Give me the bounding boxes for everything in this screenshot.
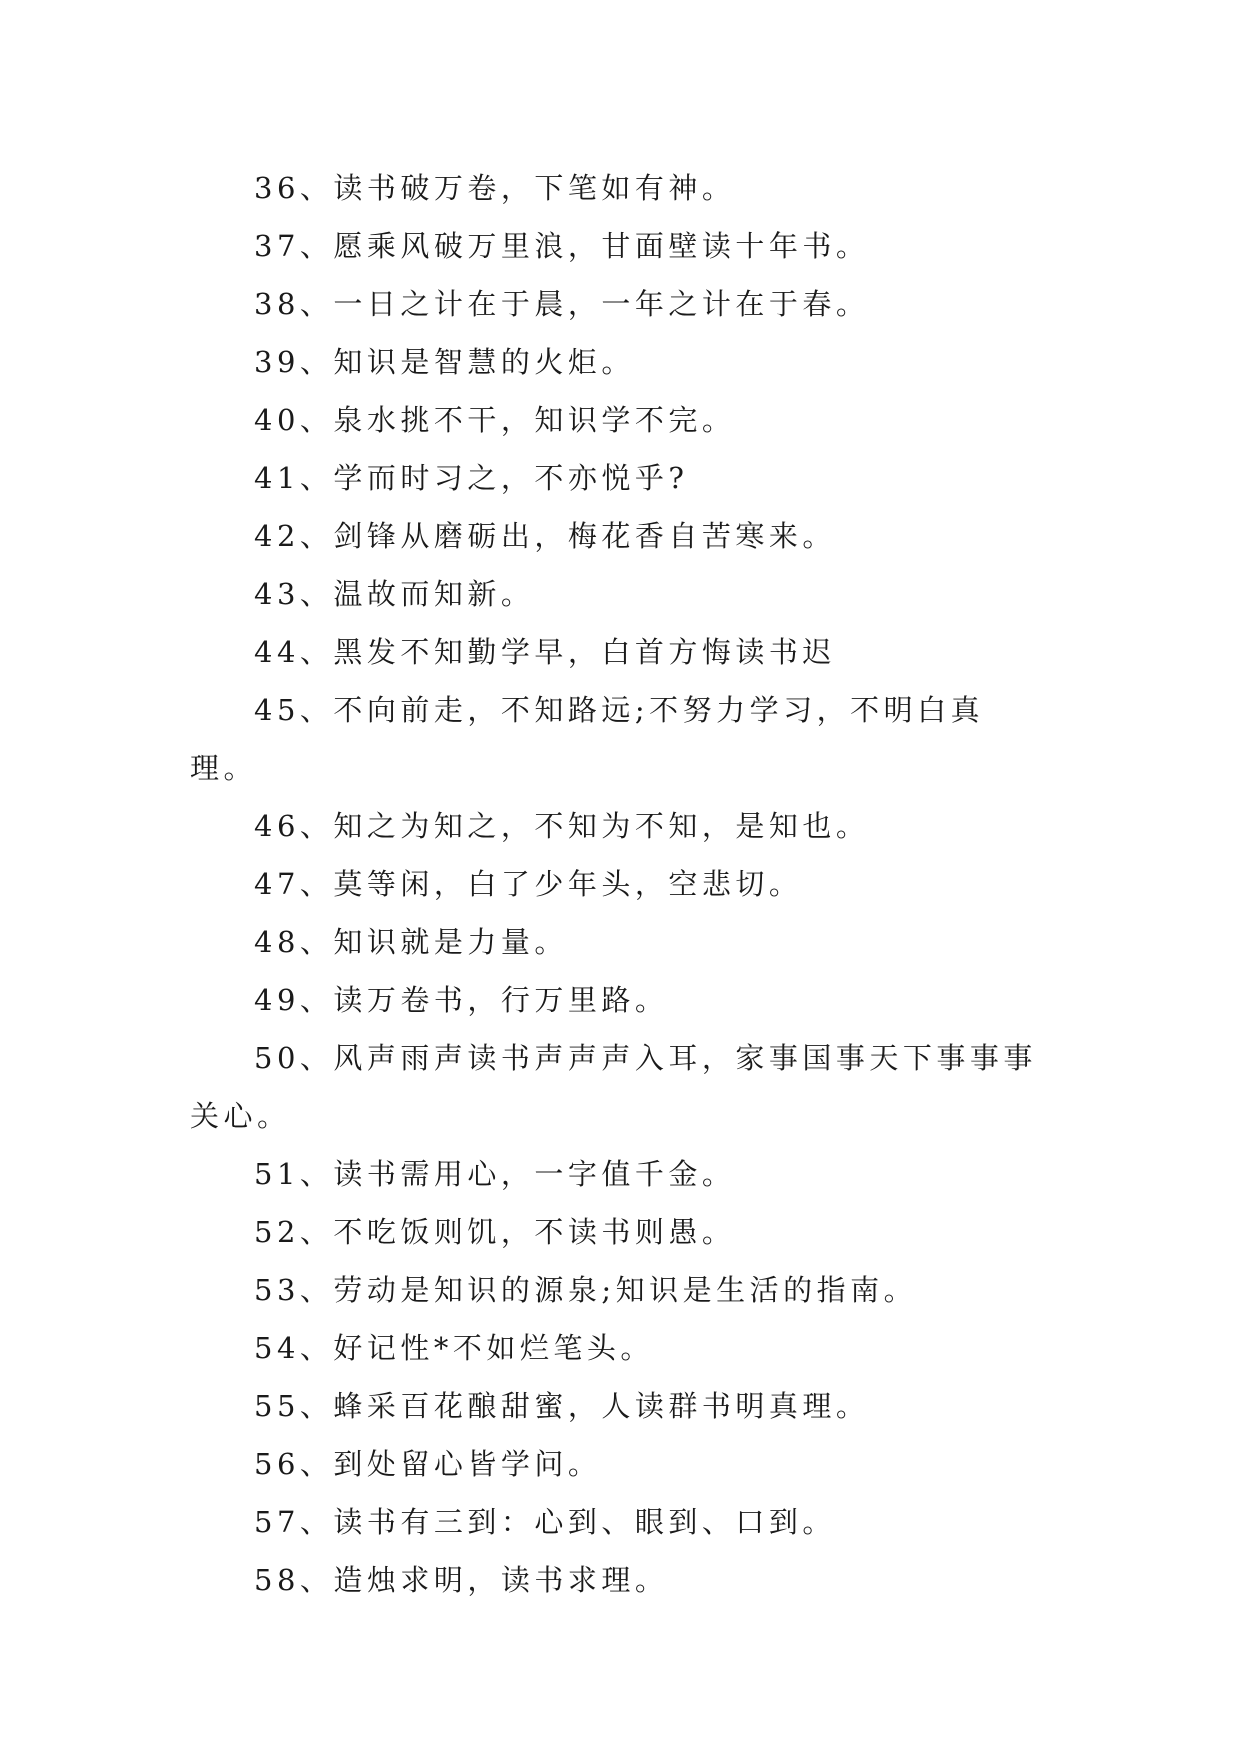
list-item: 57、读书有三到：心到、眼到、口到。: [254, 1505, 836, 1539]
list-item: 58、造烛求明，读书求理。: [254, 1563, 669, 1597]
list-item: 36、读书破万卷，下笔如有神。: [254, 171, 736, 205]
list-item: 47、莫等闲，白了少年头，空悲切。: [254, 867, 803, 901]
list-item: 53、劳动是知识的源泉;知识是生活的指南。: [254, 1273, 918, 1307]
list-item: 51、读书需用心，一字值千金。: [254, 1157, 736, 1191]
quote-list: [190, 159, 1050, 1609]
list-item: 37、愿乘风破万里浪，甘面壁读十年书。: [254, 229, 870, 263]
list-item: 41、学而时习之，不亦悦乎?: [254, 461, 689, 495]
list-item: 55、蜂采百花酿甜蜜，人读群书明真理。: [254, 1389, 870, 1423]
list-item: 54、好记性*不如烂笔头。: [254, 1331, 654, 1365]
list-item: 49、读万卷书，行万里路。: [254, 983, 669, 1017]
list-item: 52、不吃饭则饥，不读书则愚。: [254, 1215, 736, 1249]
list-item: 38、一日之计在于晨，一年之计在于春。: [254, 287, 870, 321]
list-item: 46、知之为知之，不知为不知，是知也。: [254, 809, 870, 843]
list-item: 48、知识就是力量。: [254, 925, 568, 959]
list-item: 56、到处留心皆学问。: [254, 1447, 602, 1481]
list-item: 50、风声雨声读书声声声入耳，家事国事天下事事事关心。: [190, 1041, 1037, 1133]
list-item: 40、泉水挑不干，知识学不完。: [254, 403, 736, 437]
list-item: 43、温故而知新。: [254, 577, 535, 611]
list-item: 42、剑锋从磨砺出，梅花香自苦寒来。: [254, 519, 836, 553]
list-item: 44、黑发不知勤学早，白首方悔读书迟: [254, 635, 836, 669]
list-item: 45、不向前走，不知路远;不努力学习，不明白真理。: [190, 693, 985, 785]
list-item: 39、知识是智慧的火炬。: [254, 345, 635, 379]
